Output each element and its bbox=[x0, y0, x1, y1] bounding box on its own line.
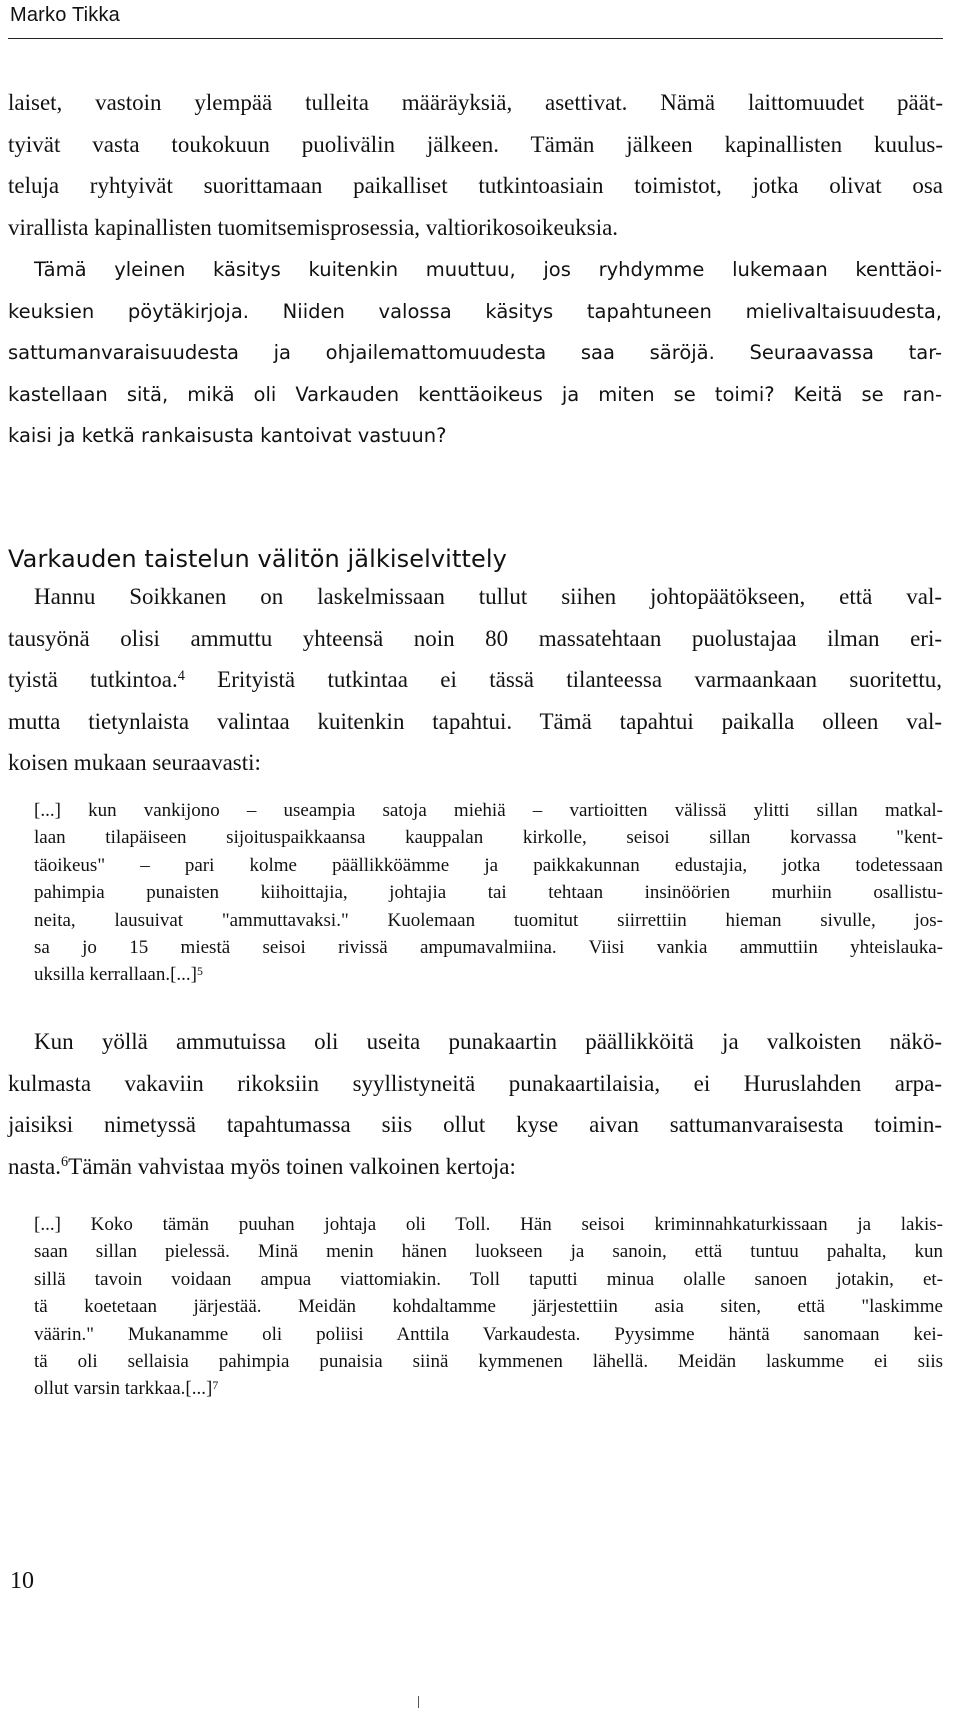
text-fragment: Erityistä tutkintaa ei tässä tilanteessa varmaankaan suoritettu, bbox=[184, 667, 942, 692]
quote-line: neita, lausuivat "ammuttavaksi." Kuolemaan tuomitut siirrettiin hieman sivulle, jos- bbox=[34, 909, 943, 931]
text-fragment: ollut varsin tarkkaa.[...] bbox=[34, 1378, 213, 1400]
text-line: jaisiksi nimetyssä tapahtumassa siis ollut kyse aivan sattumanvaraisesta toimin- bbox=[8, 1112, 942, 1137]
text-fragment: uksilla kerrallaan.[...] bbox=[34, 964, 198, 986]
text-fragment: nasta. bbox=[8, 1153, 62, 1179]
section-heading: Varkauden taistelun välitön jälkiselvittely bbox=[8, 545, 507, 573]
quote-line: sa jo 15 miestä seisoi rivissä ampumavalmiina. Viisi vankia ammuttiin yhteislauka- bbox=[34, 937, 943, 959]
running-head: Marko Tikka bbox=[10, 4, 121, 26]
text-line: tausyönä olisi ammuttu yhteensä noin 80 massatehtaan puolustajaa ilman eri- bbox=[8, 625, 942, 651]
paragraph-common-view bbox=[8, 249, 942, 457]
text-fragment: tyistä tutkintoa. bbox=[8, 667, 178, 692]
quote-line: täoikeus" – pari kolme päällikköämme ja paikkakunnan edustajia, jotka todetessaan bbox=[34, 854, 943, 876]
quote-block-2 bbox=[34, 1211, 943, 1403]
paragraph-intro bbox=[8, 82, 943, 248]
text-line: teluja ryhtyivät suorittamaan paikalliset tutkintoasiain toimistot, jotka olivat osa bbox=[8, 173, 943, 198]
quote-line: tä oli sellaisia pahimpia punaisia siinä kymmenen lähellä. Meidän laskumme ei siis bbox=[34, 1351, 943, 1373]
text-line: Tämä yleinen käsitys kuitenkin muuttuu, jos ryhdymme lukemaan kenttäoi- bbox=[34, 258, 942, 281]
quote-line: [...] Koko tämän puuhan johtaja oli Toll. Hän seisoi kriminnahkaturkissaan ja lakis- bbox=[34, 1214, 943, 1235]
text-line bbox=[8, 659, 942, 701]
text-fragment: Tämän vahvistaa myös toinen valkoinen kertoja: bbox=[68, 1153, 516, 1179]
paragraph-soikkanen bbox=[8, 576, 942, 784]
page-number: 10 bbox=[10, 1568, 34, 1594]
footnote-ref-5: 5 bbox=[197, 964, 203, 978]
text-line: kastellaan sitä, mikä oli Varkauden kenttäoikeus ja miten se toimi? Keitä se ran- bbox=[8, 382, 942, 406]
quote-line: [...] kun vankijono – useampia satoja miehiä – vartioitten välissä ylitti sillan matkal- bbox=[34, 800, 943, 821]
quote-line bbox=[34, 1375, 943, 1402]
quote-block-1 bbox=[34, 797, 943, 989]
text-line: kulmasta vakaviin rikoksiin syyllistyneitä punakaartilaisia, ei Huruslahden arpa- bbox=[8, 1070, 942, 1096]
quote-line: sillä tavoin voidaan ampua viattomiakin. Toll taputti minua olalle sanoen jotakin, et- bbox=[34, 1268, 943, 1290]
text-line: mutta tietynlaista valintaa kuitenkin tapahtui. Tämä tapahtui paikalla olleen val- bbox=[8, 708, 942, 734]
footnote-ref-7: 7 bbox=[212, 1378, 219, 1392]
text-line: keuksien pöytäkirjoja. Niiden valossa käsitys tapahtuneen mielivaltaisuudesta, bbox=[8, 299, 942, 323]
text-line: Kun yöllä ammutuissa oli useita punakaartin päällikköitä ja valkoisten näkö- bbox=[34, 1029, 942, 1054]
text-line: koisen mukaan seuraavasti: bbox=[8, 750, 261, 775]
text-line bbox=[8, 1146, 942, 1188]
quote-line bbox=[34, 961, 943, 988]
page-header bbox=[8, 0, 943, 39]
quote-line: pahimpia punaisten kiihoittajia, johtajia tai tehtaan insinöörien murhiin osallistu- bbox=[34, 882, 943, 904]
quote-line: laan tilapäiseen sijoituspaikkaansa kauppalan kirkolle, seisoi sillan korvassa "kent- bbox=[34, 827, 943, 849]
quote-line: tä koetetaan järjestää. Meidän kohdaltamme järjestettiin asia siten, että "laskimme bbox=[34, 1296, 943, 1318]
footnote-ref-4: 4 bbox=[177, 667, 185, 684]
text-line: Hannu Soikkanen on laskelmissaan tullut siihen johtopäätökseen, että val- bbox=[34, 584, 942, 609]
text-line: laiset, vastoin ylempää tulleita määräyksiä, asettivat. Nämä laittomuudet päät- bbox=[8, 90, 943, 115]
scan-mark bbox=[418, 1696, 419, 1708]
quote-line: väärin." Mukanamme oli poliisi Anttila Varkaudesta. Pyysimme häntä sanomaan kei- bbox=[34, 1323, 943, 1345]
footnote-ref-6: 6 bbox=[61, 1154, 69, 1171]
text-line: sattumanvaraisuudesta ja ohjailemattomuudesta saa säröjä. Seuraavassa tar- bbox=[8, 341, 942, 364]
text-line: tyivät vasta toukokuun puolivälin jälkeen. Tämän jälkeen kapinallisten kuulus- bbox=[8, 131, 943, 157]
text-line: virallista kapinallisten tuomitsemisprosessia, valtiorikosoikeuksia. bbox=[8, 214, 619, 240]
paragraph-huruslahti bbox=[8, 1021, 942, 1187]
text-line: kaisi ja ketkä rankaisusta kantoivat vastuun? bbox=[8, 424, 447, 447]
quote-line: saan sillan pielessä. Minä menin hänen luokseen ja sanoin, että tuntuu pahalta, kun bbox=[34, 1241, 943, 1263]
